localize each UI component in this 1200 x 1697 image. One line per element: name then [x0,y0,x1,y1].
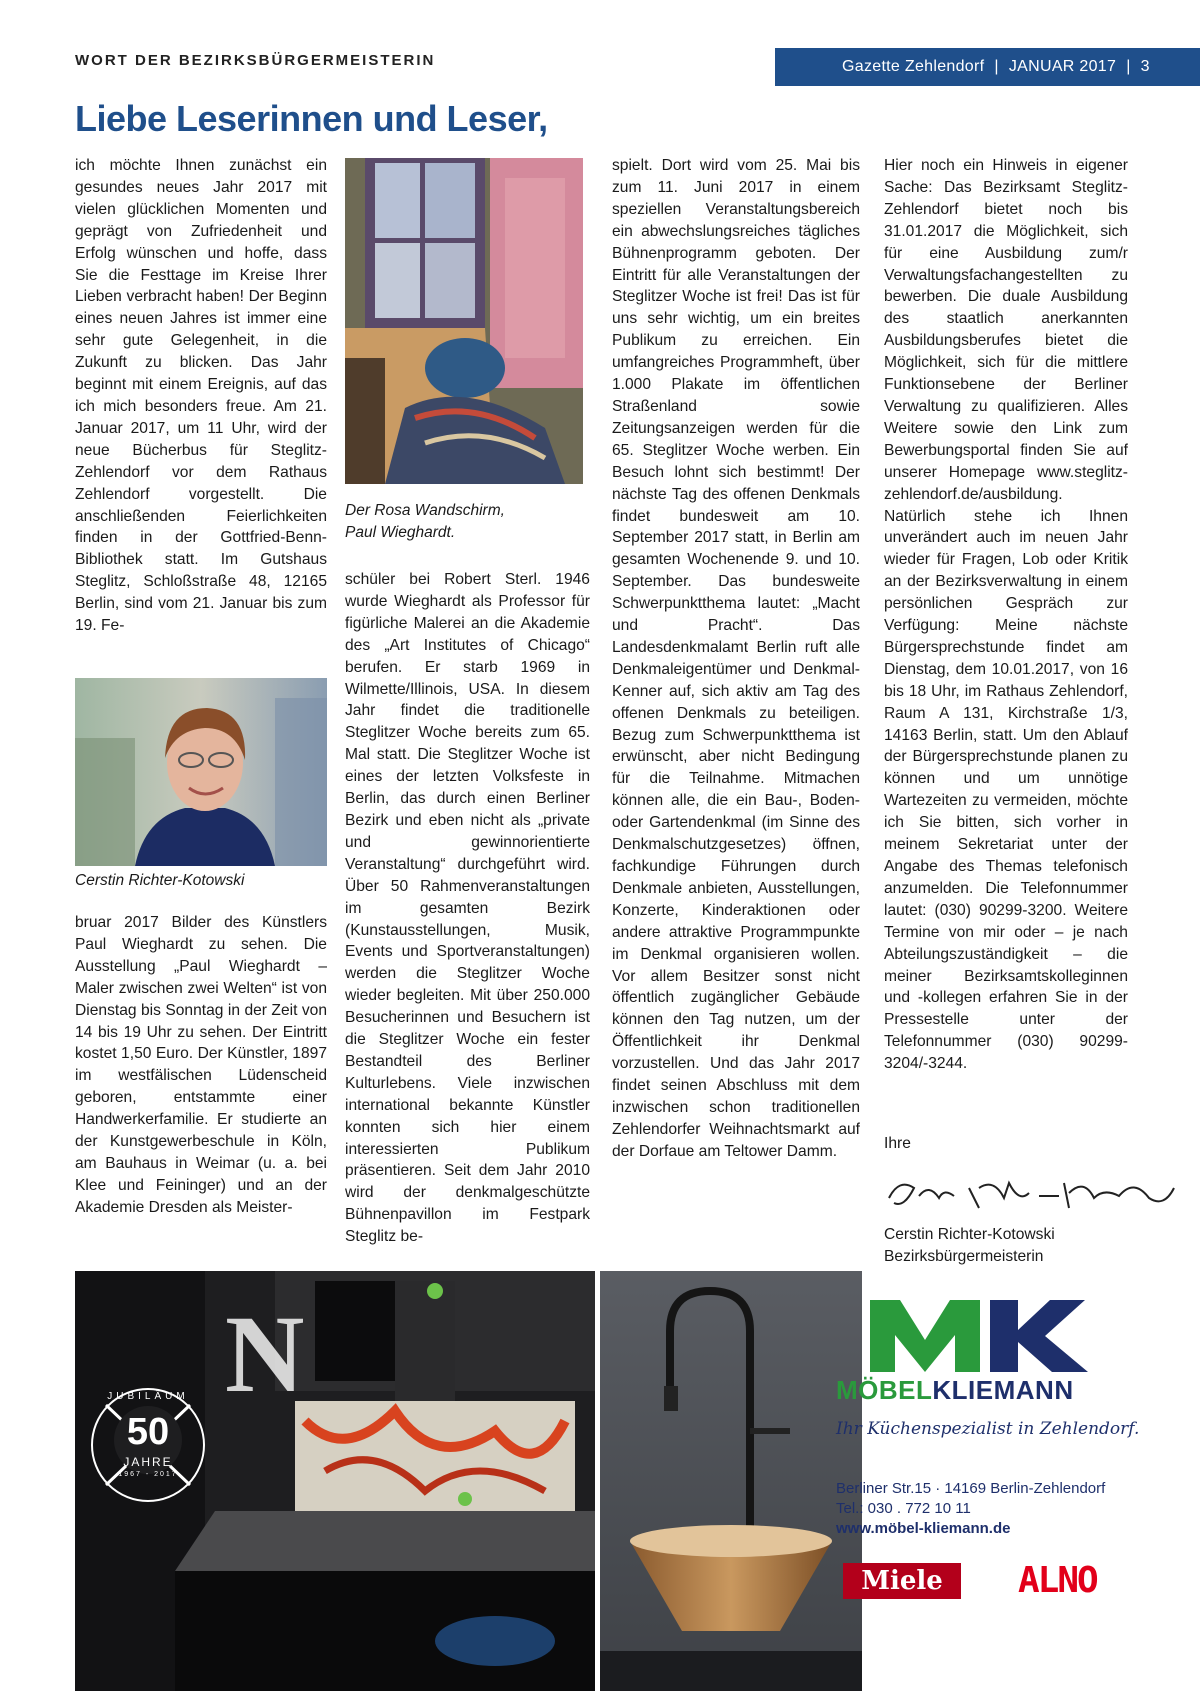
page-number: 3 [1140,58,1150,75]
article-text: ich möchte Ihnen zunächst ein gesundes neues Jahr 2017 mit vielen glücklichen Momenten und geprägt von Zufriedenheit und Erfolg wünschen und hoffe, dass Sie die Festtage im Kreise Ihrer Lieben verbracht haben! Der Beginn eines neuen Jahres ist immer eine sehr gute Gelegenheit, in die Zukunft zu blicken. Das Jahr beginnt mit einem Ereignis, auf das ich mich besonders freue. Am 21. Januar 2017, um 11 Uhr, wird der neue Bücherbus für Steglitz-Zehlendorf vor dem Rathaus Zehlendorf vorgestellt. Die anschließenden Feierlichkeiten finden in der Gottfried-Benn-Bibliothek statt. Im Gutshaus Steglitz, Schloßstraße 48, 12165 Berlin, sind vom 21. Januar bis zum 19. Fe- [75,157,327,635]
ad-phone: Tel.: 030 . 772 10 11 [836,1500,971,1517]
brand-name [836,1375,1074,1406]
portrait-photo [75,678,327,866]
jubilee-badge [88,1385,208,1505]
article-col-3 [612,155,860,1259]
signature-image [884,1168,1184,1218]
painting-image [345,158,583,484]
header-separator: | [994,58,999,75]
signature-name: Cerstin Richter-Kotowski [884,1226,1055,1243]
closing: Ihre [884,1135,911,1152]
ad-address: Berliner Str.15 · 14169 Berlin-Zehlendorf [836,1480,1106,1497]
painting-caption-line-2: Paul Wieghardt. [345,524,456,541]
sink-ad-photo [600,1271,862,1691]
publication-name: Gazette Zehlendorf [842,58,985,75]
article-text: spielt. Dort wird vom 25. Mai bis zum 11. Juni 2017 in einem speziellen Veranstaltungsbereich ein abwechslungsreiches tägliches Bühnenprogramm geboten. Der Eintritt für alle Veranstaltungen der Steglitzer Woche ist frei! Das ist für uns sehr wichtig, um ein breites Publikum zu erreichen. Ein umfangreiches Programmheft, über 1.000 Plakate im öffentlichen Straßenland sowie Zeitungsanzeigen werden für die 65. Steglitzer Woche werben. Ein Besuch lohnt sich bestimmt! Der nächste Tag des offenen Denkmals findet bundesweit am 10. September 2017 statt, in Berlin am gesamten Wochenende 9. und 10. September. Das bundesweite Schwerpunktthema lautet: „Macht und Pracht“. Das Landesdenkmalamt Berlin ruft alle Denkmaleigentümer und Denkmal-Kenner auf, sich aktiv am Tag des offenen Denkmals zu beteiligen. Bezug zum Schwerpunktthema ist erwünscht, aber nicht Bedingung für die Teilnahme. Mitmachen können alle, die ein Bau-, Boden- oder Gartendenkmal (im Sinne des Denkmalschutzgesetzes) öffnen, fachkundige Führungen durch Denkmale anbieten, Ausstellungen, Konzerte, Kinderaktionen oder andere attraktive Programmpunkte im Denkmal organisieren wollen. Vor allem Besitzer sonst nicht öffentlich zugänglicher Gebäude können den Tag nutzen, um der Öffentlichkeit ihr Denkmal vorzustellen. Und das Jahr 2017 findet seinen Abschluss mit dem inzwischen schon traditionellen Zehlendorfer Weihnachtsmarkt auf der Dorfaue am Teltower Damm. [612,157,860,1160]
header-bar [775,48,1200,86]
article-text: schüler bei Robert Sterl. 1946 wurde Wieghardt als Professor für figürliche Malerei an die Akademie des „Art Institutes of Chicago“ berufen. Er starb 1969 in Wilmette/Illinois, USA. In diesem Jahr findet die traditionelle Steglitzer Woche bereits zum 65. Mal statt. Die Steglitzer Woche ist eines der letzten Volksfeste in Berlin, das durch einen Berliner Bezirk und eben nicht als „private und gewinnorientierte Veranstaltung“ durchgeführt wird. Über 50 Rahmenveranstaltungen im gesamten Bezirk (Kunstausstellungen, Musik, Events und Sportveranstaltungen) werden die Steglitzer Woche wieder begleiten. Mit über 250.000 Besucherinnen und Besuchern ist die Steglitzer Woche ein fester Bestandteil des Berliner Kulturlebens. Viele inzwischen international bekannte Künstler konnten sich hier einem interessierten Publikum präsentieren. Seit dem Jahr 2010 wird der denkmalgeschützte Bühnenpavillon im Festpark Steglitz be- [345,571,590,1246]
jubilee-unit: JAHRE [123,1455,173,1469]
svg-text:N: N [225,1293,305,1415]
jubilee-number: 50 [126,1411,170,1453]
headline: Liebe Leserinnen und Leser, [75,98,548,139]
mk-logo [870,1300,1130,1372]
signature-title: Bezirksbürgermeisterin [884,1248,1044,1265]
ad-tagline: Ihr Küchenspezialist in Zehlendorf. [836,1419,1140,1439]
article-text: bruar 2017 Bilder des Künstlers Paul Wieghardt zu sehen. Die Ausstellung „Paul Wieghardt – Maler zwischen zwei Welten“ ist von Dienstag bis Sonntag in der Zeit von 14 bis 19 Uhr zu sehen. Der Eintritt kostet 1,50 Euro. Der Künstler, 1897 im westfälischen Lüdenscheid geboren, entstammte einer Handwerkerfamilie. Er studierte an der Kunstgewerbeschule in Köln, am Bauhaus in Weimar (u. a. bei Klee und Feininger) und an der Akademie Dresden als Meister- [75,914,327,1216]
issue-date: JANUAR 2017 [1008,58,1117,75]
painting-caption-line-1: Der Rosa Wandschirm, [345,502,505,519]
jubilee-years: 1967 - 2017 [118,1471,178,1478]
section-label: WORT DER BEZIRKSBÜRGERMEISTERIN [75,52,436,69]
portrait-caption: Cerstin Richter-Kotowski [75,872,245,889]
miele-logo: Miele [843,1563,961,1599]
brand-name-first: MÖBEL [836,1375,933,1405]
brand-name-second: KLIEMANN [932,1375,1074,1405]
article-col-4 [884,155,1128,1105]
article-col-2 [345,569,590,1259]
alno-logo: ALNO [1018,1560,1097,1601]
jubilee-word: JUBILÄUM [107,1391,189,1402]
article-text: Hier noch ein Hinweis in eigener Sache: Das Bezirksamt Steglitz-Zehlendorf bietet noch bis 31.01.2017 die Möglichkeit, sich für eine Ausbildung zum/r Verwaltungsfachangestellten zu bewerben. Die duale Ausbildung des staatlich anerkannten Ausbildungsberufes bietet die Möglichkeit, sich für die mittlere Funktionsebene der Berliner Verwaltung zu qualifizieren. Alles Weitere sowie den Link zum Bewerbungsportal finden Sie auf unserer Homepage www.steglitz-zehlendorf.de/ausbildung. Natürlich stehe ich Ihnen unverändert auch im neuen Jahr wieder für Fragen, Lob oder Kritik an der Bezirksverwaltung in einem persönlichen Gespräch zur Verfügung: Meine nächste Bürgersprechstunde findet am Dienstag, dem 10.01.2017, von 16 bis 18 Uhr, im Rathaus Zehlendorf, Raum A 131, Kirchstraße 1/3, 14163 Berlin, statt. Um den Ablauf der Bürgersprechstunde planen zu können und um unnötige Wartezeiten zu vermeiden, möchte ich Sie bitten, sich vorher in meinem Sekretariat unter der Angabe des Themas telefonisch anzumelden. Die Telefonnummer lautet: (030) 90299-3200. Weitere Termine von mir oder – je nach Abteilungszuständigkeit – die meiner Bezirksamtskolleginnen und -kollegen erfahren Sie in der Pressestelle unter der Telefonnummer (030) 90299-3204/-3244. [884,157,1128,1073]
header-separator-2: | [1126,58,1131,75]
ad-website[interactable]: www.möbel-kliemann.de [836,1520,1011,1537]
article-col-1-top [75,155,327,659]
article-col-1-bottom [75,912,327,1257]
